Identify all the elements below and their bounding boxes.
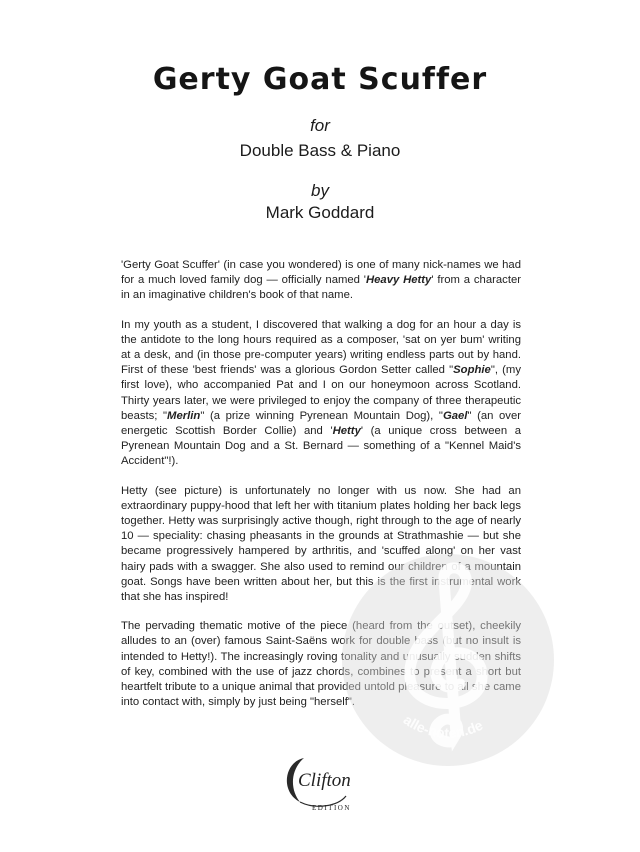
- text-run: Hetty (see picture) is unfortunately no longer with us now. She had an extraordinary puppy-hood that left her with titanium plates holding her back legs together. Hetty was surprisingly active though, right through to the age of nearly 10 — speciality: chasing pheasants in the grounds at Strathmashie — but she became progressively hampered by arthritis, and 'scuffed along' on her vast hairy pads with a swagger. She also used to remind our children of a mountain goat. Songs have been written about her, but this is the first instrumental work that she has inspired!: [121, 484, 521, 604]
- dog-name: Hetty: [332, 425, 361, 438]
- text-run: 'Gerty Goat Scuffer' (in case you wondered) is one of many nick-names we had for a much loved family dog — officially named ': [121, 259, 521, 287]
- publisher-name: Clifton: [298, 770, 351, 791]
- notes-paragraph: [121, 318, 521, 470]
- dog-name: Gael: [442, 409, 468, 422]
- text-run: In my youth as a student, I discovered that walking a dog for an hour a day is the antidote to the long hours required as a composer, 'sat on yer bum' writing at a desk, and (in those pre-computer years) writing endless parts out by hand. First of these 'best friends' was a glorious Gordon Setter called ": [121, 318, 521, 377]
- watermark-text: alle-noten.de: [400, 711, 486, 741]
- publisher-logo: [276, 752, 366, 814]
- watermark: [340, 552, 556, 768]
- text-run: ", (my first love), who accompanied Pat and I on our honeymoon across Scotland. Thirty years later, we were privileged to enjoy the company of three therapeutic beasts; ": [121, 364, 521, 422]
- text-run: " (an over energetic Scottish Border Collie) and ': [121, 409, 521, 438]
- text-run: The pervading thematic motive of the piece (heard from the outset), cheekily alludes to an (over) famous Saint-Saëns work for double bass (but no insult is intended to Hetty!). The increasingly roving tonality and unusually sudden shifts of key, combined with the use of jazz chords, combines to present a short but heartfelt tribute to a unique animal that provided untold pleasure to all she came into contact with, simply by just being "herself".: [121, 620, 521, 709]
- dog-name: Merlin: [167, 409, 201, 422]
- for-label: for: [310, 116, 330, 135]
- instrumentation: Double Bass & Piano: [239, 141, 401, 160]
- publisher-edition: EDITION: [312, 804, 351, 812]
- text-run: ' from a character in an imaginative children's book of that name.: [121, 274, 521, 302]
- text-run: " (a prize winning Pyrenean Mountain Dog), ": [200, 409, 443, 422]
- by-label: by: [311, 181, 329, 200]
- composer-name: Mark Goddard: [265, 203, 375, 222]
- dog-name: Sophie: [453, 364, 491, 377]
- piece-title: Gerty Goat Scuffer: [152, 62, 488, 97]
- dog-name: Heavy Hetty: [365, 274, 432, 287]
- notes-paragraph: [121, 258, 521, 304]
- text-run: ' (a unique cross between a Pyrenean Mountain Dog and a St. Bernard — something of a "Kennel Maid's Accident"!).: [121, 425, 521, 468]
